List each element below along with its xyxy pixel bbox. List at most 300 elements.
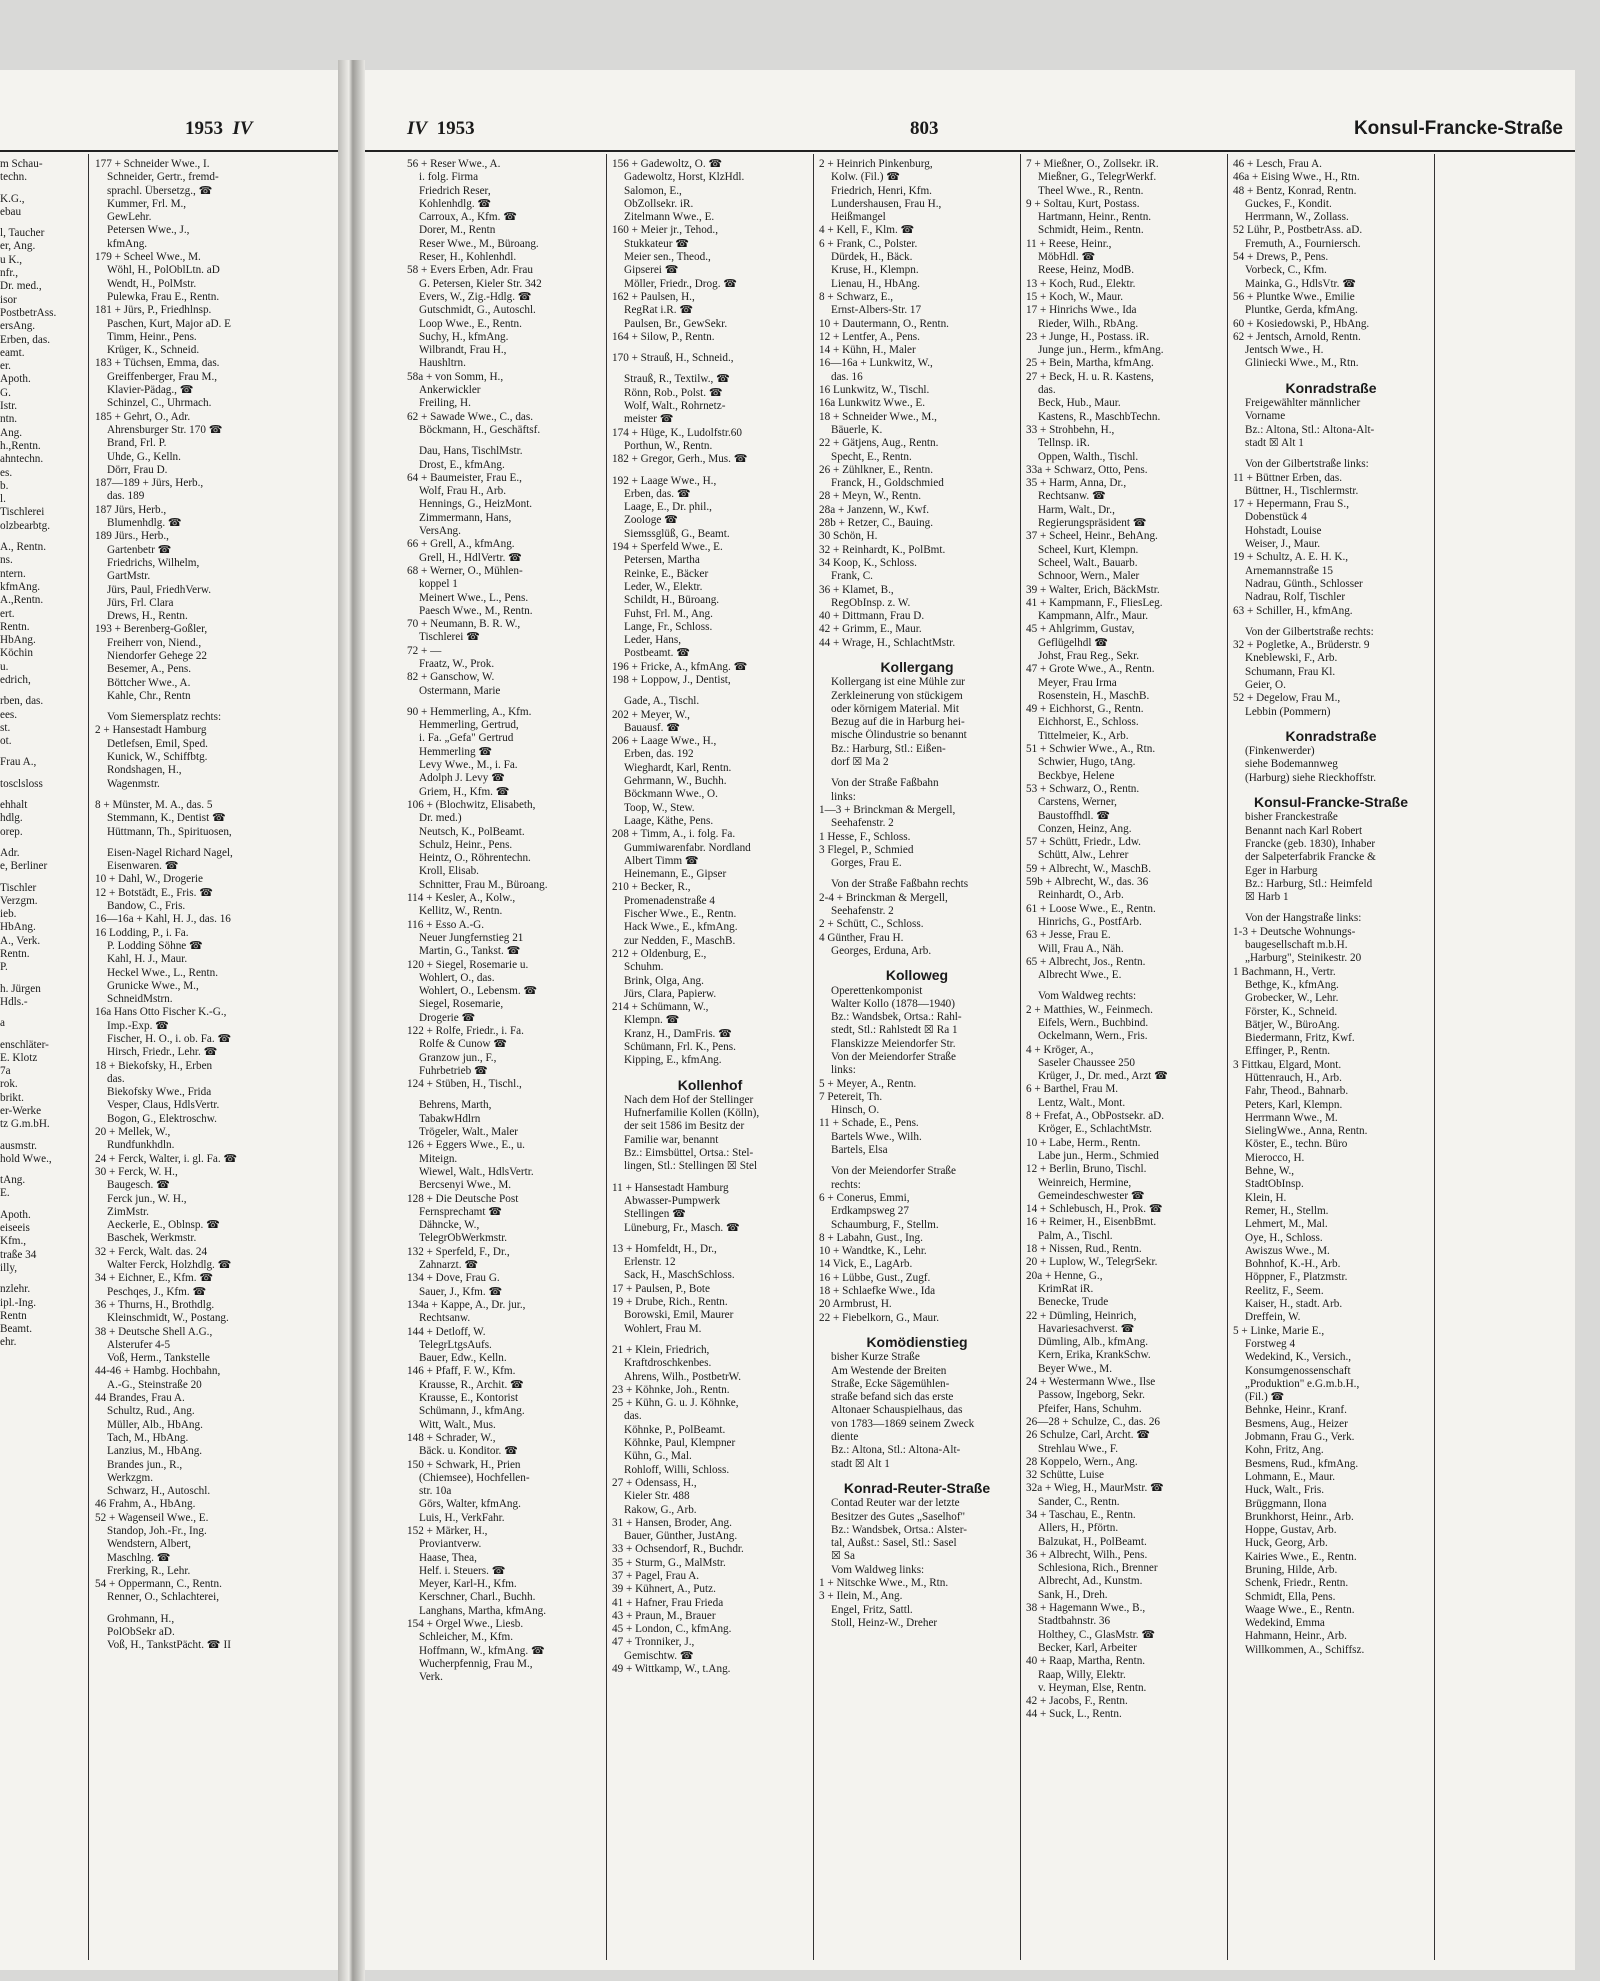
house-entry: 72 + —: [407, 644, 442, 657]
directory-line: eiseeis: [0, 1222, 30, 1235]
house-entry: 196 + Fricke, A., kfmAng. ☎: [612, 660, 748, 673]
directory-line: Konsumgenossenschaft: [1245, 1364, 1351, 1377]
house-entry: 22 + Dümling, Heinrich,: [1026, 1309, 1137, 1322]
directory-line: Weinreich, Hermine,: [1038, 1176, 1132, 1189]
directory-line: Carroux, A., Kfm. ☎: [419, 211, 518, 224]
house-entry: 23 + Junge, H., Postass. iR.: [1026, 330, 1150, 343]
directory-line: stadt ☒ Alt 1: [831, 1457, 890, 1470]
house-entry: 10 + Dautermann, O., Rentn.: [819, 317, 949, 330]
directory-line: Jobmann, Frau G., Verk.: [1245, 1431, 1355, 1444]
directory-line: Fahr, Theod., Bahnarb.: [1245, 1085, 1349, 1098]
house-entry: 26—28 + Schulze, C., das. 26: [1026, 1415, 1161, 1428]
directory-line: Ankerwickler: [419, 384, 481, 397]
directory-line: Trögeler, Walt., Maler: [419, 1126, 519, 1139]
house-entry: 39 + Kühnert, A., Putz.: [612, 1583, 716, 1596]
directory-line: Fischer Wwe., E., Rentn.: [624, 908, 737, 921]
directory-line: K.G.,: [0, 192, 25, 205]
directory-line: Seehafenstr. 2: [831, 905, 894, 918]
directory-line: Suchy, H., kfmAng.: [419, 330, 509, 343]
spacer: [0, 975, 86, 983]
directory-line: Wohlert, Frau M.: [624, 1322, 702, 1335]
directory-line: Toop, W., Stew.: [624, 801, 695, 814]
column-a: [95, 158, 335, 1653]
directory-line: Grunicke Wwe., M.,: [107, 979, 199, 992]
house-entry: 3 + Ilein, M., Ang.: [819, 1590, 903, 1603]
directory-line: Porthun, W., Rentn.: [624, 439, 713, 452]
directory-line: Von der Straße Faßbahn rechts: [831, 878, 969, 891]
directory-line: Beck, Hub., Maur.: [1038, 397, 1121, 410]
directory-line: Dümling, Alb., kfmAng.: [1038, 1336, 1149, 1349]
directory-line: das.: [624, 1410, 642, 1423]
house-entry: 24 + Ferck, Walter, i. gl. Fa. ☎: [95, 1152, 238, 1165]
directory-line: Apoth.: [0, 373, 31, 386]
directory-line: kfmAng.: [0, 580, 41, 593]
directory-line: Albrecht, Ad., Kunstm.: [1038, 1575, 1143, 1588]
directory-line: Istr.: [0, 400, 18, 413]
directory-line: Dobenstück 4: [1245, 511, 1307, 524]
directory-line: Beckbye, Helene: [1038, 769, 1115, 782]
directory-line: Werkzgm.: [107, 1471, 154, 1484]
directory-line: Mießner, G., TelegrWerkf.: [1038, 171, 1157, 184]
directory-line: Lange, Fr., Schloss.: [624, 620, 713, 633]
right-header-rule: [365, 150, 1575, 152]
directory-line: Schleicher, M., Kfm.: [419, 1631, 514, 1644]
directory-line: Kranz, H., DamFris. ☎: [624, 1027, 733, 1040]
directory-line: A., Verk.: [0, 934, 41, 947]
street-heading: Kolloweg: [885, 967, 949, 984]
directory-line: Kipping, E., kfmAng.: [624, 1054, 722, 1067]
directory-line: Sack, H., MaschSchloss.: [624, 1269, 735, 1282]
directory-line: Laage, Käthe, Pens.: [624, 814, 714, 827]
house-entry: 68 + Werner, O., Mühlen-: [407, 564, 523, 577]
directory-line: Erben, das.: [0, 333, 51, 346]
directory-line: Meinert Wwe., L., Pens.: [419, 591, 529, 604]
directory-line: Bauausf. ☎: [624, 721, 681, 734]
directory-line: ☒ Harb 1: [1245, 891, 1289, 904]
directory-line: Grell, H., HdlVertr. ☎: [419, 551, 523, 564]
house-entry: 16 + Reimer, H., EisenbBmt.: [1026, 1216, 1157, 1229]
directory-line: Hartmann, Heinr., Rentn.: [1038, 211, 1152, 224]
house-entry: 18 + Schneider Wwe., M.,: [819, 410, 937, 423]
house-entry: 20a + Henne, G.,: [1026, 1269, 1103, 1282]
directory-line: l, Taucher: [0, 227, 45, 240]
directory-line: ot.: [0, 735, 12, 748]
house-entry: 47 + Grote Wwe., A., Rentn.: [1026, 663, 1155, 676]
directory-line: Straße, Ecke Sägemühlen-: [831, 1377, 950, 1390]
house-entry: 10 + Labe, Herm., Rentn.: [1026, 1136, 1141, 1149]
directory-line: Hack Wwe., E., kfmAng.: [624, 921, 738, 934]
directory-line: Schnitter, Frau M., Büroang.: [419, 878, 548, 891]
column-divider: [813, 154, 814, 1960]
directory-line: Lentz, Walt., Mont.: [1038, 1096, 1126, 1109]
directory-line: Schütt, Alw., Lehrer: [1038, 849, 1129, 862]
house-entry: 16—16a + Kahl, H. J., das. 16: [95, 913, 231, 926]
directory-line: Allers, H., Pförtn.: [1038, 1522, 1119, 1535]
directory-line: Klein, H.: [1245, 1191, 1287, 1204]
house-entry: 63 + Schiller, H., kfmAng.: [1233, 604, 1353, 617]
directory-line: Wilbrandt, Frau H.,: [419, 344, 507, 357]
directory-line: Stoll, Heinz-W., Dreher: [831, 1616, 938, 1629]
directory-line: i. folg. Firma: [419, 171, 479, 184]
directory-line: Bz.: Harburg, Stl.: Heimfeld: [1245, 877, 1373, 890]
directory-line: Walter Ferck, Holzhdlg. ☎: [107, 1259, 232, 1272]
directory-line: Fuhst, Frl. M., Ang.: [624, 607, 713, 620]
directory-line: Abwasser-Pumpwerk: [624, 1194, 721, 1207]
directory-line: Wucherpfennig, Frau M.,: [419, 1657, 533, 1670]
directory-line: Awiszus Wwe., M.: [1245, 1244, 1330, 1257]
directory-line: Besmens, Aug., Heizer: [1245, 1417, 1348, 1430]
spacer: [0, 687, 86, 695]
directory-line: Pulewka, Frau E., Rentn.: [107, 290, 220, 303]
house-entry: 41 + Hafner, Frau Frieda: [612, 1596, 724, 1609]
directory-line: Timm, Heinr., Pens.: [107, 330, 197, 343]
directory-line: dorf ☒ Ma 2: [831, 756, 889, 769]
house-entry: 62 + Jentsch, Arnold, Rentn.: [1233, 330, 1361, 343]
directory-line: bisher Franckestraße: [1245, 811, 1338, 824]
directory-line: Huck, Georg, Arb.: [1245, 1537, 1328, 1550]
directory-line: Ferck jun., W. H.,: [107, 1192, 187, 1205]
directory-line: Kraftdroschkenbes.: [624, 1357, 712, 1370]
directory-line: er, Ang.: [0, 240, 36, 253]
house-entry: 19 + Schultz, A. E. H. K.,: [1233, 551, 1349, 564]
directory-line: Rönn, Rob., Polst. ☎: [624, 386, 723, 399]
directory-line: Meier sen., Theod.,: [624, 251, 711, 264]
directory-line: Lundershausen, Frau H.,: [831, 197, 942, 210]
house-entry: 6 + Conerus, Emmi,: [819, 1191, 910, 1204]
directory-line: Köchin: [0, 647, 33, 660]
house-entry: 162 + Paulsen, H.,: [612, 290, 695, 303]
directory-line: Palm, A., Tischl.: [1038, 1229, 1113, 1242]
directory-line: Rechtsanw.: [419, 1312, 471, 1325]
directory-line: Behne, W.,: [1245, 1165, 1295, 1178]
spacer: [1233, 371, 1429, 379]
directory-line: SielingWwe., Anna, Rentn.: [1245, 1125, 1368, 1138]
directory-line: Paesch Wwe., M., Rentn.: [419, 604, 533, 617]
directory-line: olzbearbtg.: [0, 519, 51, 532]
directory-line: E. Klotz: [0, 1051, 38, 1064]
directory-line: Bruning, Hilde, Arb.: [1245, 1563, 1338, 1576]
directory-line: traße 34: [0, 1248, 37, 1261]
house-entry: 17 + Paulsen, P., Bote: [612, 1282, 710, 1295]
spacer: [819, 1157, 1015, 1165]
directory-line: Von der Gilbertstraße rechts:: [1245, 625, 1374, 638]
directory-line: Jürs, Frl. Clara: [107, 596, 174, 609]
house-entry: 59b + Albrecht, W., das. 36: [1026, 876, 1149, 889]
house-entry: 45 + London, C., kfmAng.: [612, 1623, 732, 1636]
house-entry: 2 + Schütt, C., Schloss.: [819, 918, 924, 931]
directory-line: Fremuth, A., Fourniersch.: [1245, 237, 1361, 250]
directory-line: Kahl, H. J., Maur.: [107, 953, 188, 966]
directory-line: Jürs, Clara, Papierw.: [624, 987, 717, 1000]
directory-line: Gartenbetr ☎: [107, 543, 172, 556]
house-entry: 56 + Pluntke Wwe., Emilie: [1233, 290, 1355, 303]
spacer: [0, 1166, 86, 1174]
directory-line: enschläter-: [0, 1038, 49, 1051]
house-entry: 210 + Becker, R.,: [612, 881, 691, 894]
directory-line: orep.: [0, 825, 23, 838]
directory-line: Schlesiona, Rich., Brenner: [1038, 1562, 1158, 1575]
directory-line: Böttcher Wwe., A.: [107, 676, 191, 689]
directory-line: Förster, K., Schneid.: [1245, 1005, 1338, 1018]
directory-line: Standop, Joh.-Fr., Ing.: [107, 1524, 207, 1537]
directory-line: Franck, H., Goldschmied: [831, 477, 944, 490]
directory-line: rok.: [0, 1078, 18, 1091]
directory-line: Rentn.: [0, 620, 30, 633]
house-entry: 58 + Evers Erben, Adr. Frau: [407, 264, 533, 277]
column-divider: [1020, 154, 1021, 1960]
directory-line: Meyer, Frau Irma: [1038, 676, 1117, 689]
directory-line: Postbeamt. ☎: [624, 647, 691, 660]
directory-line: u K.,: [0, 253, 23, 266]
directory-line: Strauß, R., Textilw., ☎: [624, 373, 731, 386]
directory-line: Köhnke, Paul, Klempner: [624, 1437, 736, 1450]
directory-line: Sank, H., Dreh.: [1038, 1588, 1108, 1601]
house-entry: 46 Frahm, A., HbAng.: [95, 1498, 196, 1511]
directory-line: Arnemannstraße 15: [1245, 564, 1333, 577]
house-entry: 43 + Praun, M., Brauer: [612, 1609, 716, 1622]
spacer: [1026, 982, 1222, 990]
directory-line: Kern, Erika, KrankSchw.: [1038, 1349, 1151, 1362]
directory-line: Haushltrn.: [419, 357, 466, 370]
house-entry: 25 + Kühn, G. u. J. Köhnke,: [612, 1397, 739, 1410]
house-entry: 128 + Die Deutsche Post: [407, 1192, 519, 1205]
directory-line: Kampmann, Alfr., Maur.: [1038, 610, 1148, 623]
house-entry: 61 + Loose Wwe., E., Rentn.: [1026, 902, 1156, 915]
directory-line: Zerkleinerung von stückigem: [831, 689, 963, 702]
directory-line: es.: [0, 466, 13, 479]
directory-line: Lebbin (Pommern): [1245, 705, 1331, 718]
house-entry: 1 Hesse, F., Schloss.: [819, 830, 911, 843]
column-divider: [88, 154, 89, 1960]
directory-line: Von der Meiendorfer Straße: [831, 1051, 956, 1063]
directory-line: Hüttenrauch, H., Arb.: [1245, 1072, 1342, 1084]
directory-line: Albrecht Wwe., E.: [1038, 969, 1122, 982]
directory-line: Stemmann, K., Dentist ☎: [107, 812, 226, 825]
directory-line: Wedekind, K., Versich.,: [1245, 1351, 1352, 1364]
directory-line: oder körnigem Material. Mit: [831, 702, 960, 715]
spacer: [0, 748, 86, 756]
house-entry: 18 + Schlaefke Wwe., Ida: [819, 1285, 936, 1298]
directory-line: das. 16: [831, 370, 863, 383]
house-entry: 5 + Linke, Marie E.,: [1233, 1324, 1325, 1337]
directory-line: Büttner, H., Tischlermstr.: [1245, 484, 1359, 497]
directory-line: Tischlerei ☎: [419, 631, 481, 644]
directory-line: Helf. i. Steuers. ☎: [419, 1564, 506, 1577]
house-entry: 37 + Pagel, Frau A.: [612, 1569, 700, 1582]
directory-line: Schulz, Heinr., Pens.: [419, 838, 513, 851]
directory-line: hold Wwe.,: [0, 1152, 52, 1165]
directory-line: Gummiwarenfabr. Nordland: [624, 841, 751, 854]
directory-line: Hinsch, O.: [831, 1104, 880, 1117]
directory-line: Erben, das. 192: [624, 748, 694, 761]
directory-line: Kleinschmidt, W., Postang.: [107, 1312, 229, 1325]
house-entry: 156 + Gadewoltz, O. ☎: [612, 158, 723, 170]
spacer: [0, 839, 86, 847]
directory-line: Langhans, Martha, kfmAng.: [419, 1604, 547, 1617]
directory-line: Bandow, C., Fris.: [107, 900, 186, 913]
directory-line: Zahnarzt. ☎: [419, 1259, 479, 1272]
house-entry: 16 Lunkwitz, W., Tischl.: [819, 384, 930, 397]
spacer: [0, 185, 86, 193]
street-heading: Komödienstieg: [866, 1333, 968, 1350]
directory-line: Kohn, Fritz, Ang.: [1245, 1444, 1324, 1457]
directory-line: Remer, H., Stellm.: [1245, 1204, 1329, 1217]
directory-line: Stukkateur ☎: [624, 237, 690, 250]
house-entry: 177 + Schneider Wwe., I.: [95, 158, 210, 170]
directory-line: Will, Frau A., Näh.: [1038, 942, 1124, 955]
directory-line: nfr.,: [0, 267, 19, 280]
directory-line: Renner, O., Schlachterei,: [107, 1591, 220, 1604]
spacer: [0, 533, 86, 541]
directory-line: Engel, Fritz, Sattl.: [831, 1603, 913, 1616]
directory-line: (Fil.) ☎: [1245, 1391, 1285, 1404]
directory-line: Am Westende der Breiten: [831, 1364, 947, 1377]
house-entry: 62 + Sawade Wwe., C., das.: [407, 410, 534, 423]
directory-line: Wagenmstr.: [107, 777, 160, 790]
directory-line: E.: [0, 1187, 10, 1200]
directory-line: Wöhl, H., PolOblLtn. aD: [107, 264, 220, 277]
directory-line: Ahrens, Wilh., PostbetrW.: [624, 1370, 742, 1383]
directory-line: Bethge, K., kfmAng.: [1245, 978, 1339, 991]
spacer: [612, 1336, 808, 1344]
directory-line: Balzukat, H., PolBeamt.: [1038, 1535, 1147, 1548]
directory-line: Fuhrbetrieb ☎: [419, 1064, 488, 1077]
directory-line: Eisenwaren. ☎: [107, 860, 179, 873]
house-entry: 65 + Albrecht, Jos., Rentn.: [1026, 955, 1146, 968]
directory-line: Dörr, Frau D.: [107, 463, 168, 476]
running-street-title: Konsul-Francke-Straße: [1353, 118, 1563, 139]
spacer: [1233, 904, 1429, 912]
directory-line: Forstweg 4: [1245, 1337, 1296, 1350]
house-entry: 11 + Reese, Heinr.,: [1026, 237, 1112, 250]
house-entry: 5 + Meyer, A., Rentn.: [819, 1077, 917, 1090]
directory-line: Regierungspräsident ☎: [1038, 517, 1147, 530]
house-entry: 41 + Kampmann, F., FliesLeg.: [1026, 596, 1163, 609]
directory-line: PolObSekr aD.: [107, 1626, 175, 1639]
house-entry: 126 + Eggers Wwe., E., u.: [407, 1139, 525, 1152]
spacer: [407, 437, 601, 445]
directory-line: Verzgm.: [0, 894, 38, 907]
directory-line: Wedekind, Emma: [1245, 1617, 1325, 1630]
directory-line: Neutsch, K., PolBeamt.: [419, 825, 525, 838]
spacer: [407, 698, 601, 706]
house-entry: 132 + Sperfeld, F., Dr.,: [407, 1245, 510, 1258]
directory-line: ert.: [0, 607, 15, 620]
directory-line: Bartels Wwe., Wilh.: [831, 1130, 922, 1143]
house-entry: 28 + Meyn, W., Rentn.: [819, 490, 922, 503]
directory-line: Höppner, F., Platzmstr.: [1245, 1271, 1348, 1284]
directory-line: Brunkhorst, Heinr., Arb.: [1245, 1510, 1354, 1523]
directory-line: Bz.: Altona, Stl.: Altona-Alt-: [831, 1444, 961, 1457]
house-entry: 26 + Zühlkner, E., Rentn.: [819, 463, 933, 476]
house-entry: 13 + Homfeldt, H., Dr.,: [612, 1242, 717, 1255]
spacer: [612, 467, 808, 475]
directory-line: Kahle, Chr., Rentn: [107, 689, 191, 702]
directory-line: TelegrObWerkmstr.: [419, 1232, 508, 1245]
house-entry: 36 + Klamet, B.,: [819, 583, 894, 596]
directory-line: Drews, H., Rentn.: [107, 610, 188, 623]
directory-line: Friedrich Reser,: [419, 184, 491, 197]
directory-line: diente: [831, 1431, 859, 1444]
directory-line: Frank, C.: [831, 570, 873, 583]
directory-line: Hdls.-: [0, 995, 28, 1008]
directory-line: illy,: [0, 1261, 17, 1274]
directory-line: Rakow, G., Arb.: [624, 1503, 697, 1516]
directory-line: Nadrau, Günth., Schlosser: [1245, 577, 1363, 590]
house-entry: 30 + Ferck, W. H.,: [95, 1165, 178, 1178]
directory-line: Freigewählter männlicher: [1245, 397, 1361, 410]
directory-line: Erben, das. ☎: [624, 487, 691, 500]
directory-line: meister ☎: [624, 413, 674, 426]
house-entry: 22 + Gätjens, Aug., Rentn.: [819, 437, 939, 450]
directory-line: Krüger, K., Schneid.: [107, 344, 200, 357]
directory-line: er.: [0, 360, 11, 373]
directory-line: Tellnsp. iR.: [1038, 437, 1090, 450]
directory-line: Zitelmann Wwe., E.: [624, 211, 715, 224]
house-entry: 40 + Dittmann, Frau D.: [819, 610, 925, 623]
spacer: [819, 1471, 1015, 1479]
book-gutter: [338, 60, 365, 1981]
directory-line: PostbetrAss.: [0, 306, 57, 319]
house-entry: 214 + Schümann, W.,: [612, 1001, 709, 1014]
directory-line: Von der Straße Faßbahn: [831, 777, 939, 790]
directory-line: von 1783—1869 seinem Zweck: [831, 1417, 975, 1430]
directory-line: Schildt, H., Büroang.: [624, 594, 720, 607]
house-entry: 28b + Retzer, C., Bauing.: [819, 517, 933, 530]
spacer: [1233, 618, 1429, 626]
house-entry: 6 + Barthel, Frau M.: [1026, 1083, 1119, 1096]
directory-line: ehhalt: [0, 799, 28, 812]
spacer: [0, 1009, 86, 1017]
directory-line: Besemer, A., Pens.: [107, 663, 192, 676]
house-entry: 16a Hans Otto Fischer K.-G.,: [95, 1006, 227, 1019]
house-entry: 66 + Grell, A., kfmAng.: [407, 538, 515, 551]
directory-line: Adr.: [0, 846, 20, 859]
house-entry: 26 Schulze, Carl, Archt. ☎: [1026, 1429, 1151, 1442]
directory-line: lingen, Stl.: Stellingen ☒ Stel: [624, 1160, 758, 1173]
directory-line: Dürdek, H., Bäck.: [831, 251, 913, 264]
house-entry: 12 + Lentfer, A., Pens.: [819, 330, 920, 343]
directory-line: ntn.: [0, 413, 18, 426]
house-entry: 114 + Kesler, A., Kolw.,: [407, 892, 516, 905]
directory-line: Vom Waldweg rechts:: [1038, 990, 1137, 1003]
directory-line: Tischlerei: [0, 506, 45, 519]
directory-line: nzlehr.: [0, 1283, 31, 1296]
directory-line: Schwarz, H., Autoschl.: [107, 1485, 211, 1498]
house-entry: 134a + Kappe, A., Dr. jur.,: [407, 1298, 526, 1311]
directory-line: ipl.-Ing.: [0, 1296, 37, 1309]
directory-line: „Harburg", Steinikestr. 20: [1245, 952, 1362, 965]
directory-line: Bz.: Eimsbüttel, Ortsa.: Stel-: [624, 1147, 754, 1160]
directory-line: Von der Meiendorfer Straße: [831, 1165, 956, 1178]
directory-line: Rentn.: [0, 948, 30, 961]
directory-line: Leder, W., Elektr.: [624, 580, 703, 593]
spacer: [819, 870, 1015, 878]
directory-line: Kunick, W., Schiffbtg.: [107, 751, 208, 764]
house-entry: 2 + Matthies, W., Feinmech.: [1026, 1003, 1153, 1016]
street-heading: Kollenhof: [677, 1076, 743, 1093]
house-entry: 11 + Schade, E., Pens.: [819, 1117, 919, 1130]
directory-line: Zoologe ☎: [624, 514, 679, 527]
directory-line: Vorname: [1245, 410, 1286, 423]
house-entry: 150 + Schwark, H., Prien: [407, 1458, 521, 1471]
directory-line: Paulsen, Br., GewSekr.: [624, 317, 728, 330]
house-entry: 134 + Dove, Frau G.: [407, 1272, 500, 1285]
house-entry: 174 + Hüge, K., Ludolfstr.60: [612, 426, 742, 439]
directory-line: Familie war, benannt: [624, 1133, 719, 1146]
directory-line: Jentsch Wwe., H.: [1245, 344, 1324, 357]
house-entry: 170 + Strauß, H., Schneid.,: [612, 352, 734, 365]
